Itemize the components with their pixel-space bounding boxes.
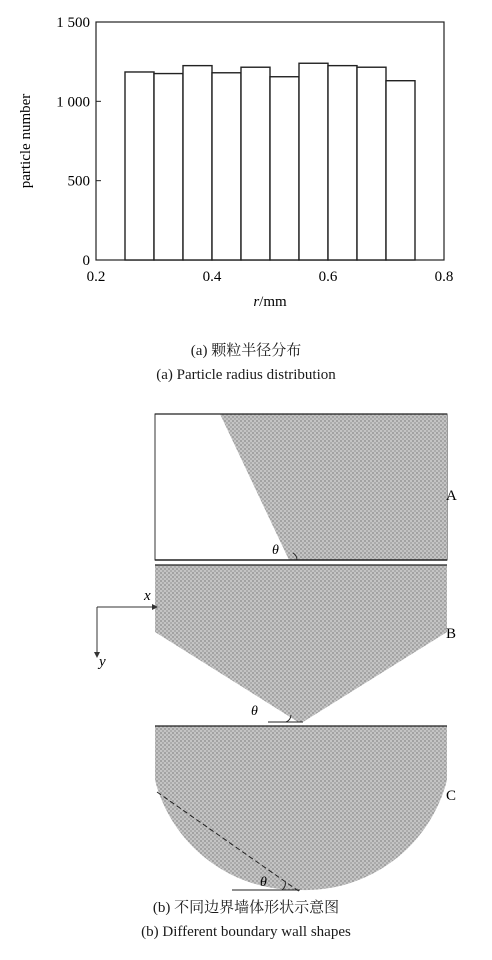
histogram-bar xyxy=(241,67,270,260)
y-tick-label: 1 000 xyxy=(56,94,90,111)
caption-b-english: (b) Different boundary wall shapes xyxy=(141,924,351,940)
y-tick-label: 0 xyxy=(82,253,90,269)
x-axis-variable: r xyxy=(253,294,260,310)
wall-shape-b xyxy=(94,565,456,722)
wall-shape-c xyxy=(155,726,456,892)
histogram-bar xyxy=(270,77,299,260)
x-tick-label: 0.2 xyxy=(86,269,106,285)
y-axis-label: particle number xyxy=(18,93,34,189)
histogram-bar xyxy=(212,73,241,260)
x-tick-label: 0.6 xyxy=(318,269,338,285)
histogram-bar xyxy=(299,63,328,260)
shape-a-particles xyxy=(220,414,447,560)
y-tick-label: 1 500 xyxy=(56,15,90,31)
y-tick-label: 500 xyxy=(67,173,90,190)
y-axis-ticks xyxy=(56,15,101,269)
caption-b-chinese: (b) 不同边界墙体形状示意图 xyxy=(152,900,340,916)
histogram-bar xyxy=(183,66,212,260)
shape-a-angle-label: θ xyxy=(272,543,279,558)
histogram-bars xyxy=(125,63,415,260)
caption-a-chinese: (a) 颗粒半径分布 xyxy=(190,343,302,359)
histogram-bar xyxy=(328,66,357,260)
boundary-wall-shapes-diagram xyxy=(0,400,492,900)
shape-c-angle-label: θ xyxy=(260,875,267,890)
shape-b-label: B xyxy=(446,626,457,642)
particle-radius-histogram xyxy=(0,0,492,320)
shape-b-angle-label: θ xyxy=(251,704,258,719)
axis-x-label: x xyxy=(144,588,151,604)
axis-y-label: y xyxy=(99,654,106,670)
histogram-bar xyxy=(154,74,183,260)
caption-a-english: (a) Particle radius distribution xyxy=(156,367,336,383)
x-tick-label: 0.4 xyxy=(202,269,222,285)
histogram-bar xyxy=(357,67,386,260)
x-axis-unit: /mm xyxy=(259,294,287,310)
x-tick-label: 0.8 xyxy=(434,269,454,285)
histogram-bar xyxy=(125,72,154,260)
shape-a-label: A xyxy=(446,488,457,504)
shape-c-label: C xyxy=(446,788,457,804)
histogram-bar xyxy=(386,81,415,260)
shape-b-particles xyxy=(155,565,447,722)
wall-shape-a xyxy=(155,414,457,560)
shape-c-particles xyxy=(155,726,447,890)
x-axis-label xyxy=(253,294,287,310)
